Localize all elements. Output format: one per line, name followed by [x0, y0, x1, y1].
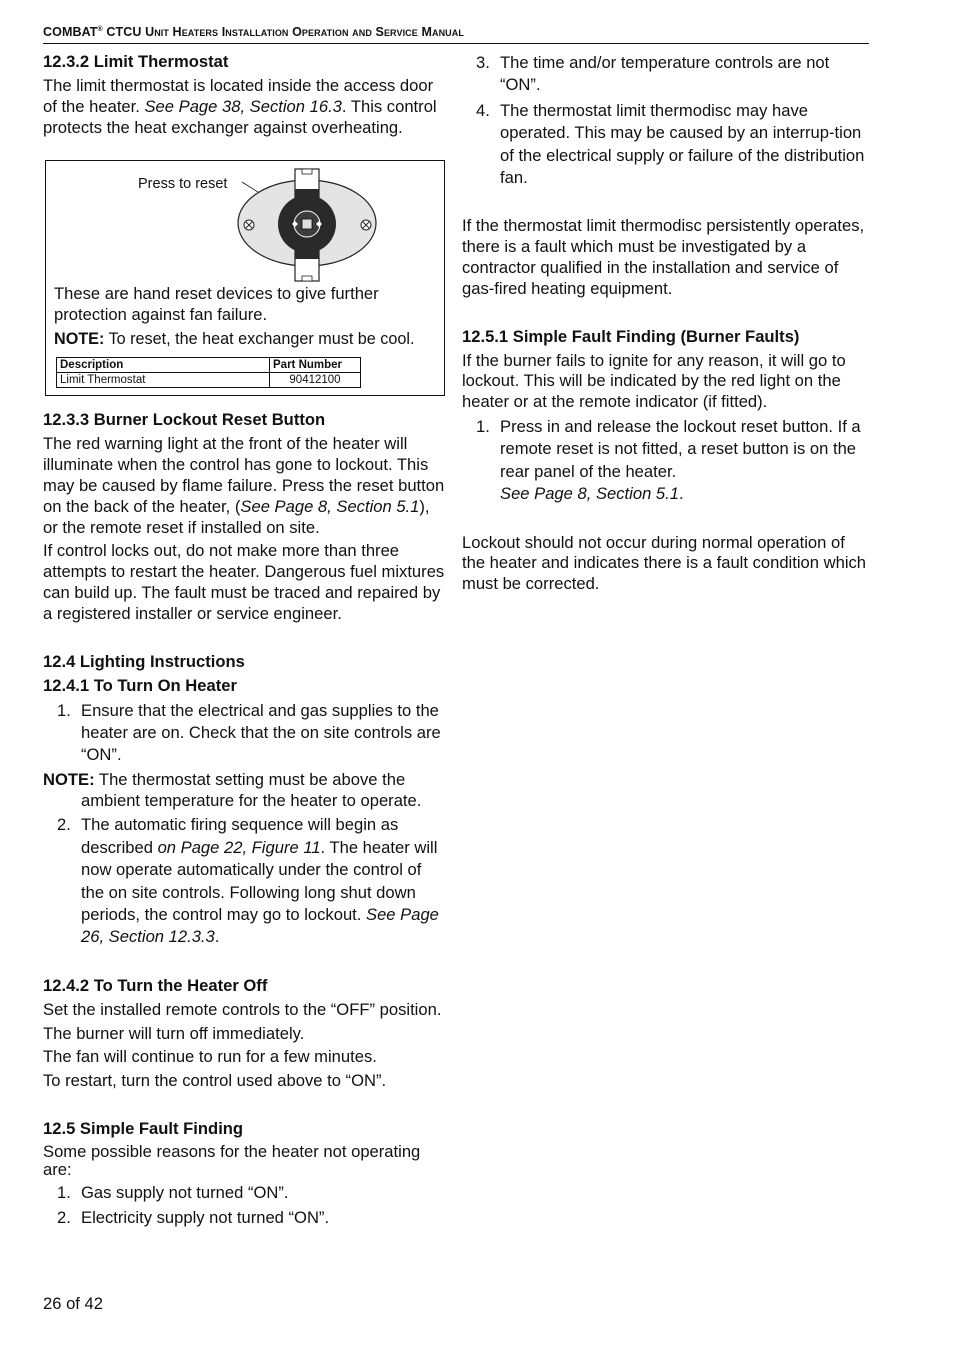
header-title: CTCU Unit Heaters Installation Operation and Service Manual — [106, 25, 464, 39]
list-item: 2. Electricity supply not turned “ON”. — [57, 1208, 330, 1228]
list-item: 1. Gas supply not turned “ON”. — [57, 1183, 289, 1202]
heading-12-4-1: 12.4.1 To Turn On Heater — [43, 675, 237, 695]
thermodisc-text: If the thermostat limit thermodisc persistently operates, there is a fault which must be investigated by a contractor qualified in the installation and service of gas-fired heating equipment. — [462, 216, 865, 298]
ref-link: See Page 26, Section 12.3.3 — [81, 905, 439, 947]
left-column — [43, 52, 447, 1233]
heading-12-4: 12.4 Lighting Instructions — [43, 651, 245, 671]
ref-link: See Page 38, Section 16.3 — [144, 96, 342, 116]
table-header-row — [57, 358, 361, 373]
parts-table — [56, 357, 361, 388]
fault-finding-intro: Some possible reasons for the heater not operating are: — [43, 1142, 421, 1179]
press-to-reset-label: Press to reset — [138, 176, 228, 193]
turn-on-steps — [43, 700, 447, 767]
turn-on-steps-2 — [43, 814, 447, 948]
lockout-text-1: The red warning light at the front of the heater will illuminate when the control has gone to lockout. This may be caused by flame failure. Press the reset button on the back of the heater, (See Page 8, Section 5.1), or the remote reset if installed on site. — [43, 434, 445, 537]
turn-off-text-4: To restart, turn the control used above to “ON”. — [43, 1071, 387, 1091]
table-row — [57, 373, 361, 388]
col-part-number: Part Number — [270, 358, 361, 373]
page-header — [43, 25, 869, 44]
heading-12-5-1: 12.5.1 Simple Fault Finding (Burner Faults) — [462, 326, 800, 346]
list-item: 2. The automatic firing sequence will begin as described on Page 22, Figure 11. The heater will now operate automatically under the control of the on site controls. Following long shut down periods, the control may go to lockout. See Page 26, Section 12.3.3. — [57, 815, 439, 947]
thermostat-note: NOTE: The thermostat setting must be above the ambient temperature for the heater to operate. — [43, 769, 422, 810]
turn-off-text-2: The burner will turn off immediately. — [43, 1023, 305, 1043]
turn-off-text-3: The fan will continue to run for a few minutes. — [43, 1047, 377, 1067]
ref-link: See Page 8, Section 5.1 — [500, 484, 679, 504]
lockout-normal-text: Lockout should not occur during normal operation of the heater and indicates there is a fault condition which must be corrected. — [462, 532, 867, 594]
list-item: 1. Press in and release the lockout reset button. If a remote reset is not fitted, a reset button is on the rear panel of the heater. See Page 8, Section 5.1. — [476, 417, 861, 504]
right-column — [462, 52, 872, 598]
heading-12-4-2: 12.4.2 To Turn the Heater Off — [43, 975, 268, 995]
cell-description: Limit Thermostat — [57, 373, 270, 388]
burner-fault-text: If the burner fails to ignite for any reason, it will go to lockout. This will be indicated by the red light on the heater or at the remote indicator (if fitted). — [462, 350, 846, 412]
col-description: Description — [57, 358, 270, 373]
figure-note: NOTE: To reset, the heat exchanger must be cool. — [54, 330, 415, 349]
cell-part-number: 90412100 — [270, 373, 361, 388]
fault-reasons-list — [43, 1182, 447, 1230]
figure-description: These are hand reset devices to give further protection against fan failure. — [54, 284, 379, 324]
page-number: 26 of 42 — [43, 1294, 103, 1313]
header-reg-mark: ® — [97, 25, 103, 33]
header-brand: COMBAT — [43, 25, 98, 39]
list-item: 1. Ensure that the electrical and gas supplies to the heater are on. Check that the on site controls are “ON”. — [57, 700, 441, 765]
burner-fault-steps — [462, 416, 872, 506]
fault-reasons-list-cont — [462, 52, 872, 189]
ref-link: on Page 22, Figure 11 — [157, 837, 321, 857]
limit-thermostat-figure — [45, 160, 445, 396]
heading-12-5: 12.5 Simple Fault Finding — [43, 1119, 244, 1138]
list-item: 4. The thermostat limit thermodisc may have operated. This may be caused by an interrup-tion of the electrical supply or failure of the distribution fan. — [476, 100, 865, 188]
list-item: 3. The time and/or temperature controls are not “ON”. — [476, 53, 830, 95]
heading-12-3-2: 12.3.2 Limit Thermostat — [43, 52, 229, 71]
heading-12-3-3: 12.3.3 Burner Lockout Reset Button — [43, 410, 326, 430]
ref-link: See Page 8, Section 5.1 — [240, 496, 420, 516]
turn-off-text-1: Set the installed remote controls to the “OFF” position. — [43, 999, 442, 1019]
limit-thermostat-text: The limit thermostat is located inside the access door of the heater. See Page 38, Section 16.3. This control protects the heat exchanger against overheating. — [43, 76, 437, 137]
lockout-text-2: If control locks out, do not make more than three attempts to restart the heater. Dangerous fuel mixtures can build up. The fault must be traced and repaired by a registered installer or service engineer. — [43, 541, 445, 623]
